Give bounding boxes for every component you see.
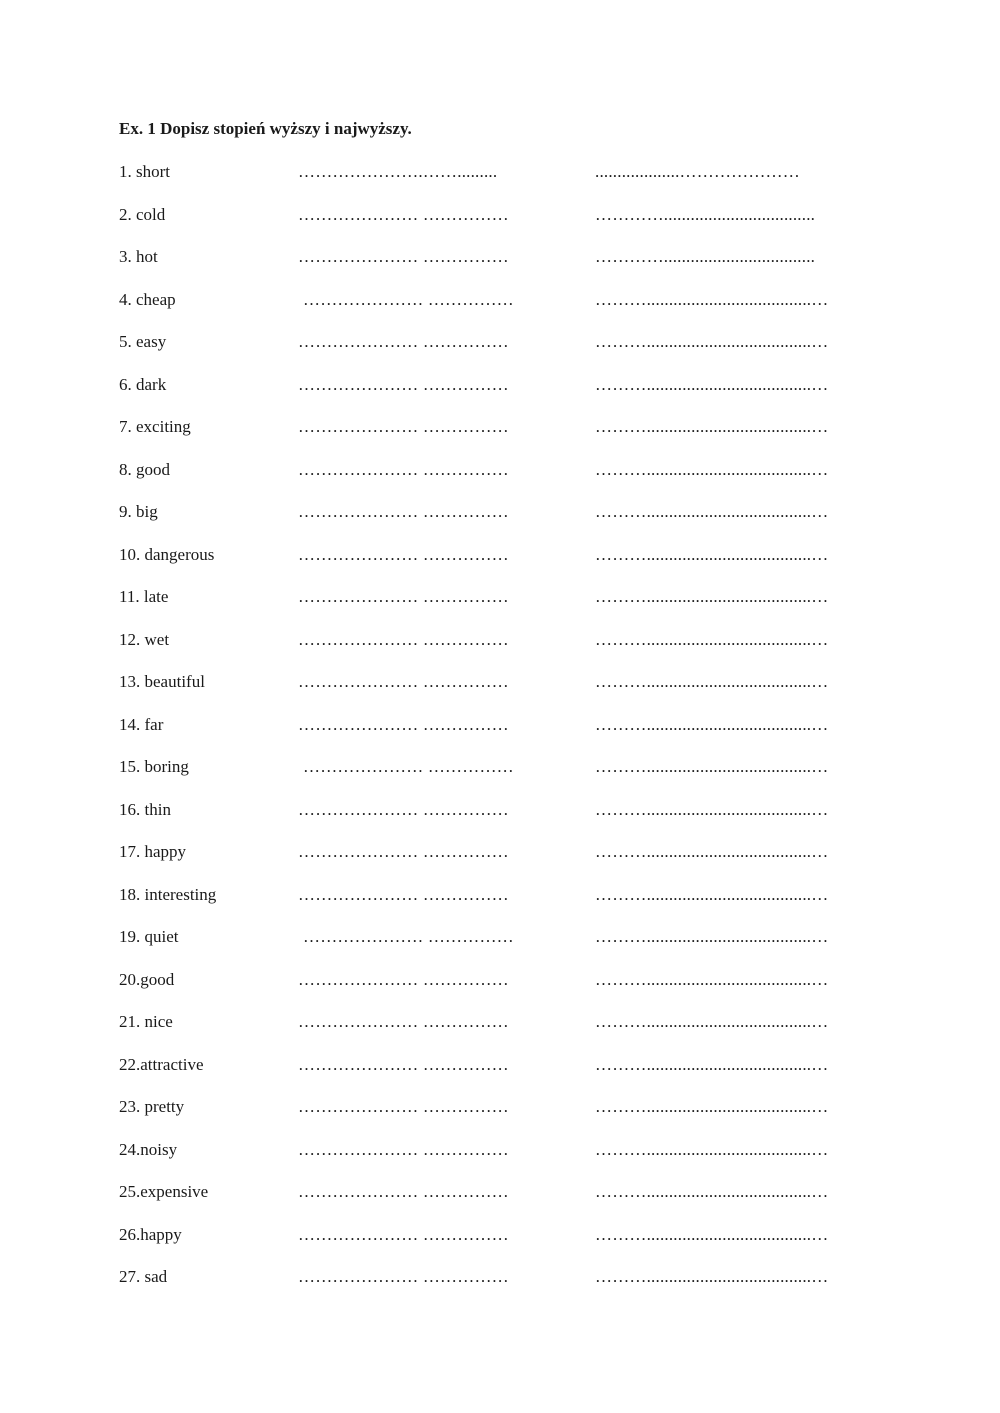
comparative-blank[interactable]: ………………… …………… bbox=[298, 417, 509, 436]
adjective-label: 17. happy bbox=[119, 842, 187, 861]
adjective-label: 10. dangerous bbox=[119, 545, 215, 564]
superlative-blank[interactable]: ……….....................................… bbox=[595, 715, 829, 734]
adjective-label: 12. wet bbox=[119, 630, 170, 649]
exercise-item bbox=[0, 1182, 1000, 1208]
comparative-blank[interactable]: ………………… …………… bbox=[298, 1055, 509, 1074]
comparative-blank[interactable]: ………………… …………… bbox=[298, 1225, 509, 1244]
comparative-blank[interactable]: ………………… …………… bbox=[298, 375, 509, 394]
superlative-blank[interactable]: ……….....................................… bbox=[595, 1182, 829, 1201]
adjective-label: 25.expensive bbox=[119, 1182, 209, 1201]
exercise-item bbox=[0, 927, 1000, 953]
comparative-blank[interactable]: ………………… …………… bbox=[298, 842, 509, 861]
comparative-blank[interactable]: ………………… …………… bbox=[298, 502, 509, 521]
adjective-label: 27. sad bbox=[119, 1267, 168, 1286]
adjective-label: 8. good bbox=[119, 460, 170, 479]
adjective-label: 9. big bbox=[119, 502, 158, 521]
exercise-item bbox=[0, 545, 1000, 571]
superlative-blank[interactable]: ……….....................................… bbox=[595, 885, 829, 904]
adjective-label: 1. short bbox=[119, 162, 170, 181]
superlative-blank[interactable]: ...................………………… bbox=[595, 162, 800, 181]
superlative-blank[interactable]: ……….....................................… bbox=[595, 800, 829, 819]
exercise-item bbox=[0, 1140, 1000, 1166]
adjective-label: 13. beautiful bbox=[119, 672, 205, 691]
comparative-blank[interactable]: ………………… …………… bbox=[298, 247, 509, 266]
superlative-blank[interactable]: ……….....................................… bbox=[595, 1055, 829, 1074]
superlative-blank[interactable]: ……….....................................… bbox=[595, 1140, 829, 1159]
exercise-item bbox=[0, 417, 1000, 443]
exercise-item bbox=[0, 672, 1000, 698]
adjective-label: 19. quiet bbox=[119, 927, 179, 946]
comparative-blank[interactable]: ………………… …………… bbox=[298, 587, 509, 606]
comparative-blank[interactable]: ………………… …………… bbox=[298, 800, 509, 819]
superlative-blank[interactable]: ……….....................................… bbox=[595, 927, 829, 946]
exercise-item bbox=[0, 1225, 1000, 1251]
exercise-item bbox=[0, 885, 1000, 911]
superlative-blank[interactable]: ……….....................................… bbox=[595, 842, 829, 861]
exercise-item bbox=[0, 842, 1000, 868]
adjective-label: 23. pretty bbox=[119, 1097, 185, 1116]
exercise-item bbox=[0, 800, 1000, 826]
comparative-blank[interactable]: ………………… …………… bbox=[298, 1012, 509, 1031]
comparative-blank[interactable]: ………………… …………… bbox=[303, 927, 514, 946]
adjective-label: 22.attractive bbox=[119, 1055, 204, 1074]
superlative-blank[interactable]: ……….....................................… bbox=[595, 970, 829, 989]
comparative-blank[interactable]: ………………… …………… bbox=[298, 205, 509, 224]
superlative-blank[interactable]: ……….....................................… bbox=[595, 545, 829, 564]
comparative-blank[interactable]: ………………….……......... bbox=[298, 162, 498, 181]
adjective-label: 2. cold bbox=[119, 205, 166, 224]
superlative-blank[interactable]: ……….....................................… bbox=[595, 587, 829, 606]
adjective-label: 6. dark bbox=[119, 375, 167, 394]
exercise-item bbox=[0, 1097, 1000, 1123]
comparative-blank[interactable]: ………………… …………… bbox=[303, 757, 514, 776]
adjective-label: 5. easy bbox=[119, 332, 167, 351]
comparative-blank[interactable]: ………………… …………… bbox=[303, 290, 514, 309]
comparative-blank[interactable]: ………………… …………… bbox=[298, 672, 509, 691]
exercise-item bbox=[0, 162, 1000, 188]
exercise-item bbox=[0, 375, 1000, 401]
adjective-label: 15. boring bbox=[119, 757, 189, 776]
adjective-label: 4. cheap bbox=[119, 290, 176, 309]
exercise-item bbox=[0, 332, 1000, 358]
adjective-label: 20.good bbox=[119, 970, 175, 989]
adjective-label: 24.noisy bbox=[119, 1140, 178, 1159]
comparative-blank[interactable]: ………………… …………… bbox=[298, 970, 509, 989]
comparative-blank[interactable]: ………………… …………… bbox=[298, 1140, 509, 1159]
comparative-blank[interactable]: ………………… …………… bbox=[298, 1182, 509, 1201]
exercise-item bbox=[0, 1055, 1000, 1081]
superlative-blank[interactable]: ……….....................................… bbox=[595, 332, 829, 351]
comparative-blank[interactable]: ………………… …………… bbox=[298, 332, 509, 351]
exercise-item bbox=[0, 1267, 1000, 1293]
exercise-title: Ex. 1 Dopisz stopień wyższy i najwyższy. bbox=[119, 119, 412, 138]
superlative-blank[interactable]: ………….................................. bbox=[595, 205, 816, 224]
adjective-label: 11. late bbox=[119, 587, 169, 606]
superlative-blank[interactable]: ……….....................................… bbox=[595, 757, 829, 776]
comparative-blank[interactable]: ………………… …………… bbox=[298, 885, 509, 904]
comparative-blank[interactable]: ………………… …………… bbox=[298, 545, 509, 564]
comparative-blank[interactable]: ………………… …………… bbox=[298, 715, 509, 734]
exercise-item bbox=[0, 757, 1000, 783]
exercise-item bbox=[0, 460, 1000, 486]
exercise-item bbox=[0, 715, 1000, 741]
superlative-blank[interactable]: ……….....................................… bbox=[595, 1012, 829, 1031]
superlative-blank[interactable]: ……….....................................… bbox=[595, 290, 829, 309]
comparative-blank[interactable]: ………………… …………… bbox=[298, 1267, 509, 1286]
exercise-item bbox=[0, 502, 1000, 528]
exercise-item bbox=[0, 247, 1000, 273]
superlative-blank[interactable]: ……….....................................… bbox=[595, 630, 829, 649]
adjective-label: 3. hot bbox=[119, 247, 158, 266]
comparative-blank[interactable]: ………………… …………… bbox=[298, 460, 509, 479]
superlative-blank[interactable]: ……….....................................… bbox=[595, 417, 829, 436]
adjective-label: 14. far bbox=[119, 715, 164, 734]
superlative-blank[interactable]: ……….....................................… bbox=[595, 375, 829, 394]
comparative-blank[interactable]: ………………… …………… bbox=[298, 1097, 509, 1116]
superlative-blank[interactable]: ……….....................................… bbox=[595, 672, 829, 691]
exercise-item bbox=[0, 970, 1000, 996]
comparative-blank[interactable]: ………………… …………… bbox=[298, 630, 509, 649]
superlative-blank[interactable]: ……….....................................… bbox=[595, 502, 829, 521]
superlative-blank[interactable]: ……….....................................… bbox=[595, 1267, 829, 1286]
exercise-item bbox=[0, 290, 1000, 316]
adjective-label: 7. exciting bbox=[119, 417, 191, 436]
exercise-item bbox=[0, 587, 1000, 613]
exercise-item bbox=[0, 1012, 1000, 1038]
adjective-label: 21. nice bbox=[119, 1012, 173, 1031]
exercise-item bbox=[0, 205, 1000, 231]
adjective-label: 18. interesting bbox=[119, 885, 217, 904]
adjective-label: 16. thin bbox=[119, 800, 171, 819]
superlative-blank[interactable]: ………….................................. bbox=[595, 247, 816, 266]
superlative-blank[interactable]: ……….....................................… bbox=[595, 460, 829, 479]
superlative-blank[interactable]: ……….....................................… bbox=[595, 1225, 829, 1244]
adjective-label: 26.happy bbox=[119, 1225, 182, 1244]
superlative-blank[interactable]: ……….....................................… bbox=[595, 1097, 829, 1116]
exercise-item bbox=[0, 630, 1000, 656]
